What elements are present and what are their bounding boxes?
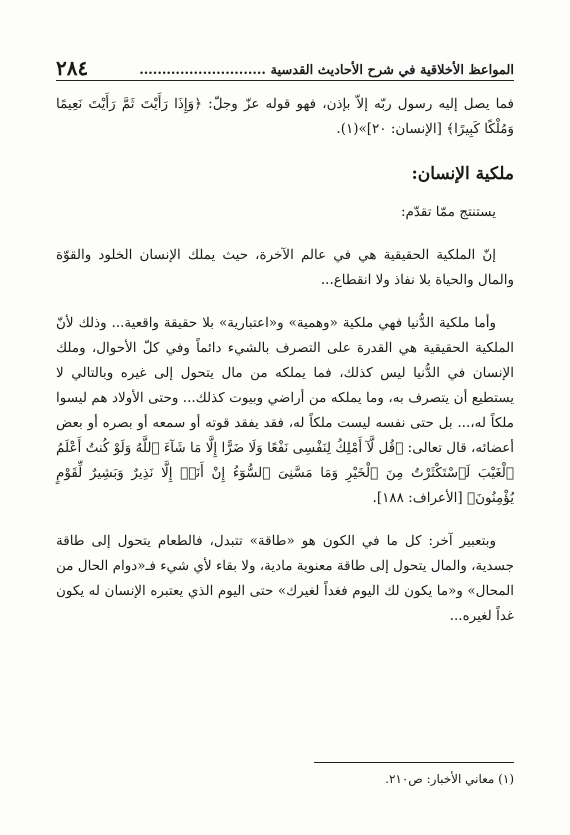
header-rule (56, 80, 514, 81)
page-header (56, 52, 514, 78)
paragraph-opening: فما يصل إليه رسول ربّه إلاّ بإذن، فهو قوله عزّ وجلّ: ﴿وَإِذَا رَأَيْتَ ثَمَّ رَأَيْتَ نَعِيمًا وَمُلْكًا كَبِيرًا﴾ [الإنسان: ٢٠]»(١). (56, 96, 514, 137)
section-title: ملكية الإنسان: (411, 164, 514, 184)
paragraph-worldly-ownership: وأما ملكية الدُّنيا فهي ملكية «وهمية» و«اعتبارية» بلا حقيقة واقعية... وذلك لأنّ الملكية الحقيقية هي القدرة على التصرف بالشيء دائماً وفي كلّ الأحوال، وملك الإنسان في الدُّنيا ليس كذلك، فما يملكه من مال يتحول إلى غيره وبالتالي لا يستطيع أن يتصرف به، وما يملكه من أراضي وبيوت كذلك... وحتى الأولاد هم ليسوا ملكاً له،... بل حتى نفسه ليست ملكاً له، فقد يفقد قوته أو سمعه أو بصره أو بعض أعضائه، قال تعالى: ﴿قُل لَّآ أَمْلِكُ لِنَفْسِى نَفْعًا وَلَا ضَرًّا إِلَّا مَا شَآءَ ٱللَّهُ وَلَوْ كُنتُ أَعْلَمُ ٱلْغَيْبَ لَٱسْتَكْثَرْتُ مِنَ ٱلْخَيْرِ وَمَا مَسَّنِىَ ٱلسُّوٓءُ إِنْ أَنَا۠ إِلَّا نَذِيرٌ وَبَشِيرٌ لِّقَوْمٍ يُؤْمِنُونَ﴾ [الأعراف: ١٨٨]. (56, 315, 514, 506)
footnote-rule (314, 762, 514, 763)
paragraph-true-ownership: إنّ الملكية الحقيقية هي في عالم الآخرة، حيث يملك الإنسان الخلود والقوّة والمال والحياة بلا نفاذ ولا انقطاع... (56, 247, 514, 288)
footnote: (١) معاني الأخبار: ص٢١٠. (385, 772, 514, 786)
paragraph-energy: وبتعبير آخر: كل ما في الكون هو «طاقة» تتبدل، فالطعام يتحول إلى طاقة جسدية، والمال يتحول إلى طاقة معنوية مادية، ولا بقاء لأي شيء فـ«دوام الحال من المحال» و«ما يكون لك اليوم فغداً لغيرك» حتى اليوم الذي يعتبره الإنسان له يكون غداً لغيره... (56, 533, 514, 624)
page-body (56, 92, 514, 629)
paragraph-lead: يستنتج ممّا تقدّم: (400, 204, 496, 220)
page-number: ٢٨٤ (56, 56, 89, 80)
running-title: المواعظ الأخلاقية في شرح الأحاديث القدسية ............................ (139, 63, 514, 78)
